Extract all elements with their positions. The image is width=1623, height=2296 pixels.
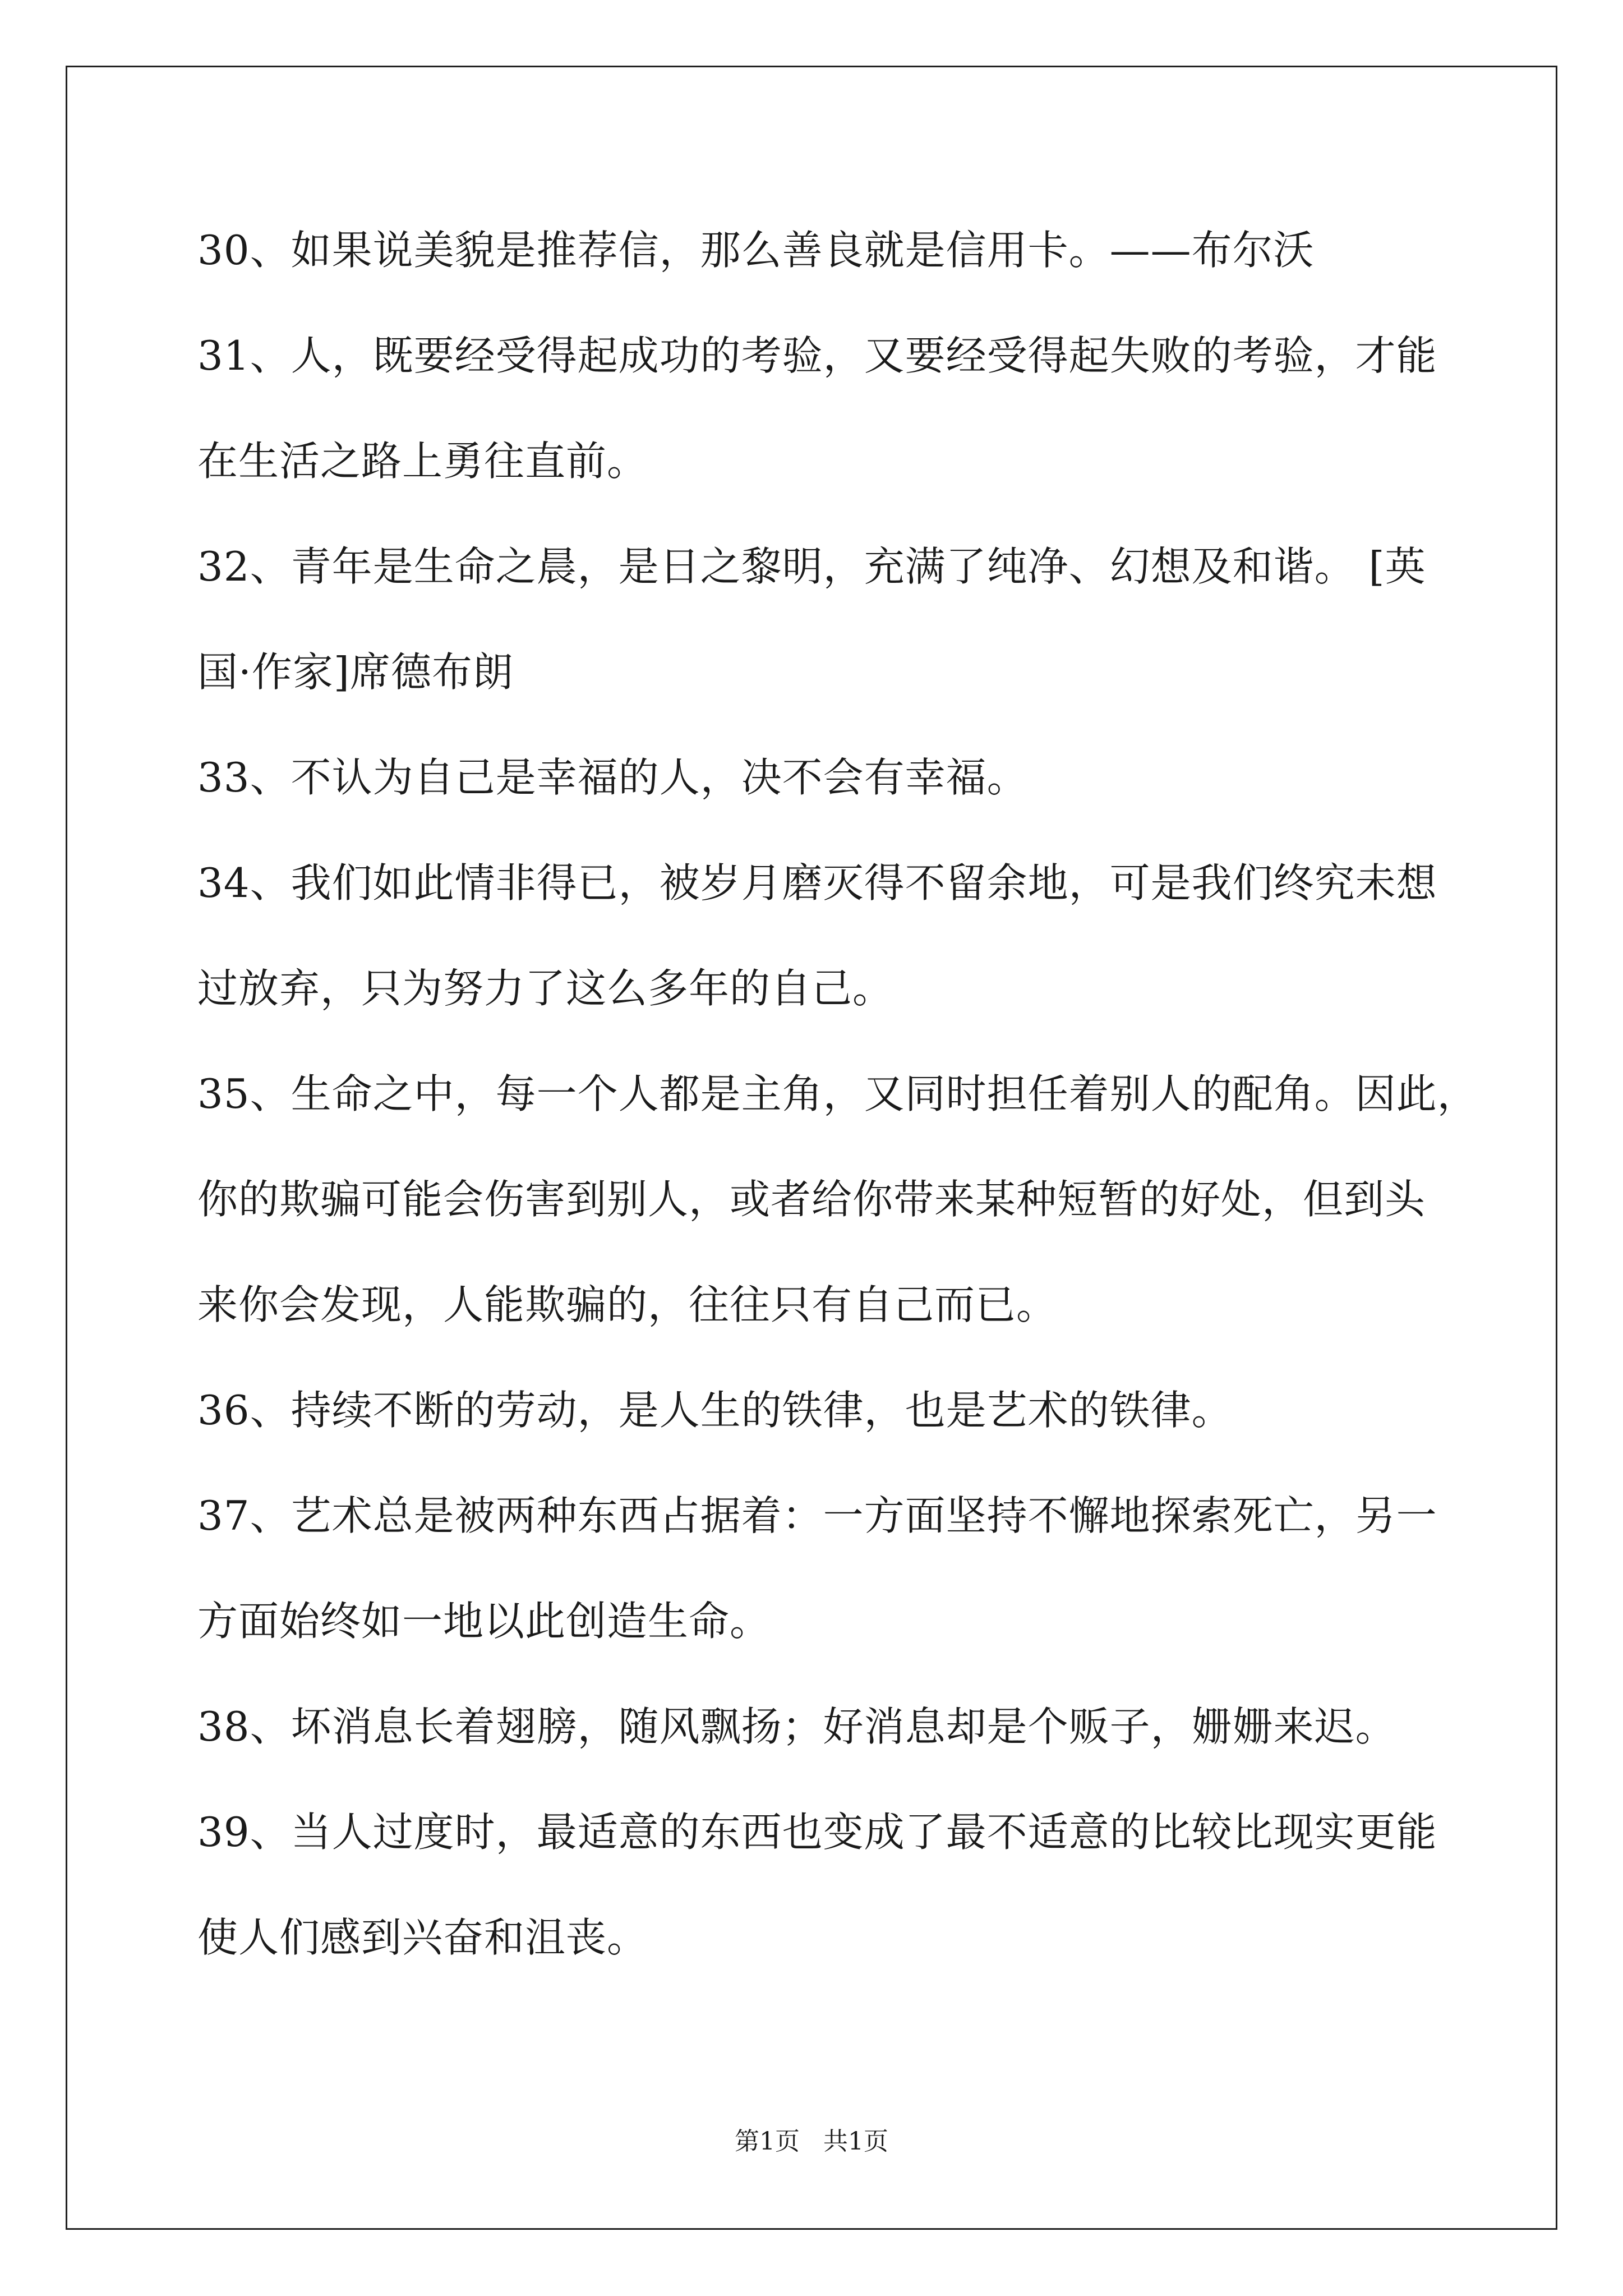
text-line: 你的欺骗可能会伤害到别人，或者给你带来某种短暂的好处，但到头 <box>197 1176 1426 1223</box>
text-line: 在生活之路上勇往直前。 <box>197 438 648 485</box>
page-footer: 第1页 共1页 <box>735 2127 888 2156</box>
text-line: 使人们感到兴奋和沮丧。 <box>197 1914 648 1961</box>
text-line: 35、生命之中，每一个人都是主角，又同时担任着别人的配角。因此， <box>197 1070 1478 1117</box>
text-line: 39、当人过度时，最适意的东西也变成了最不适意的比较比现实更能 <box>197 1809 1437 1856</box>
text-line: 方面始终如一地以此创造生命。 <box>197 1598 771 1645</box>
text-line: 34、我们如此情非得已，被岁月磨灭得不留余地，可是我们终究未想 <box>197 859 1437 907</box>
text-line: 国·作家]席德布朗 <box>197 648 514 696</box>
text-line: 来你会发现，人能欺骗的，往往只有自己而已。 <box>197 1281 1058 1328</box>
page-border <box>66 66 1557 2230</box>
text-line: 31、人，既要经受得起成功的考验，又要经受得起失败的考验，才能 <box>197 332 1437 379</box>
text-line: 33、不认为自己是幸福的人，决不会有幸福。 <box>197 754 1028 801</box>
text-line: 36、持续不断的劳动，是人生的铁律，也是艺术的铁律。 <box>197 1387 1233 1434</box>
text-line: 37、艺术总是被两种东西占据着：一方面坚持不懈地探索死亡，另一 <box>197 1492 1437 1539</box>
text-line: 过放弃，只为努力了这么多年的自己。 <box>197 965 894 1012</box>
text-line: 30、如果说美貌是推荐信，那么善良就是信用卡。——布尔沃 <box>197 227 1315 274</box>
text-line: 32、青年是生命之晨，是日之黎明，充满了纯净、幻想及和谐。 [英 <box>197 543 1426 590</box>
text-line: 38、坏消息长着翅膀，随风飘扬；好消息却是个贩子，姗姗来迟。 <box>197 1703 1396 1750</box>
